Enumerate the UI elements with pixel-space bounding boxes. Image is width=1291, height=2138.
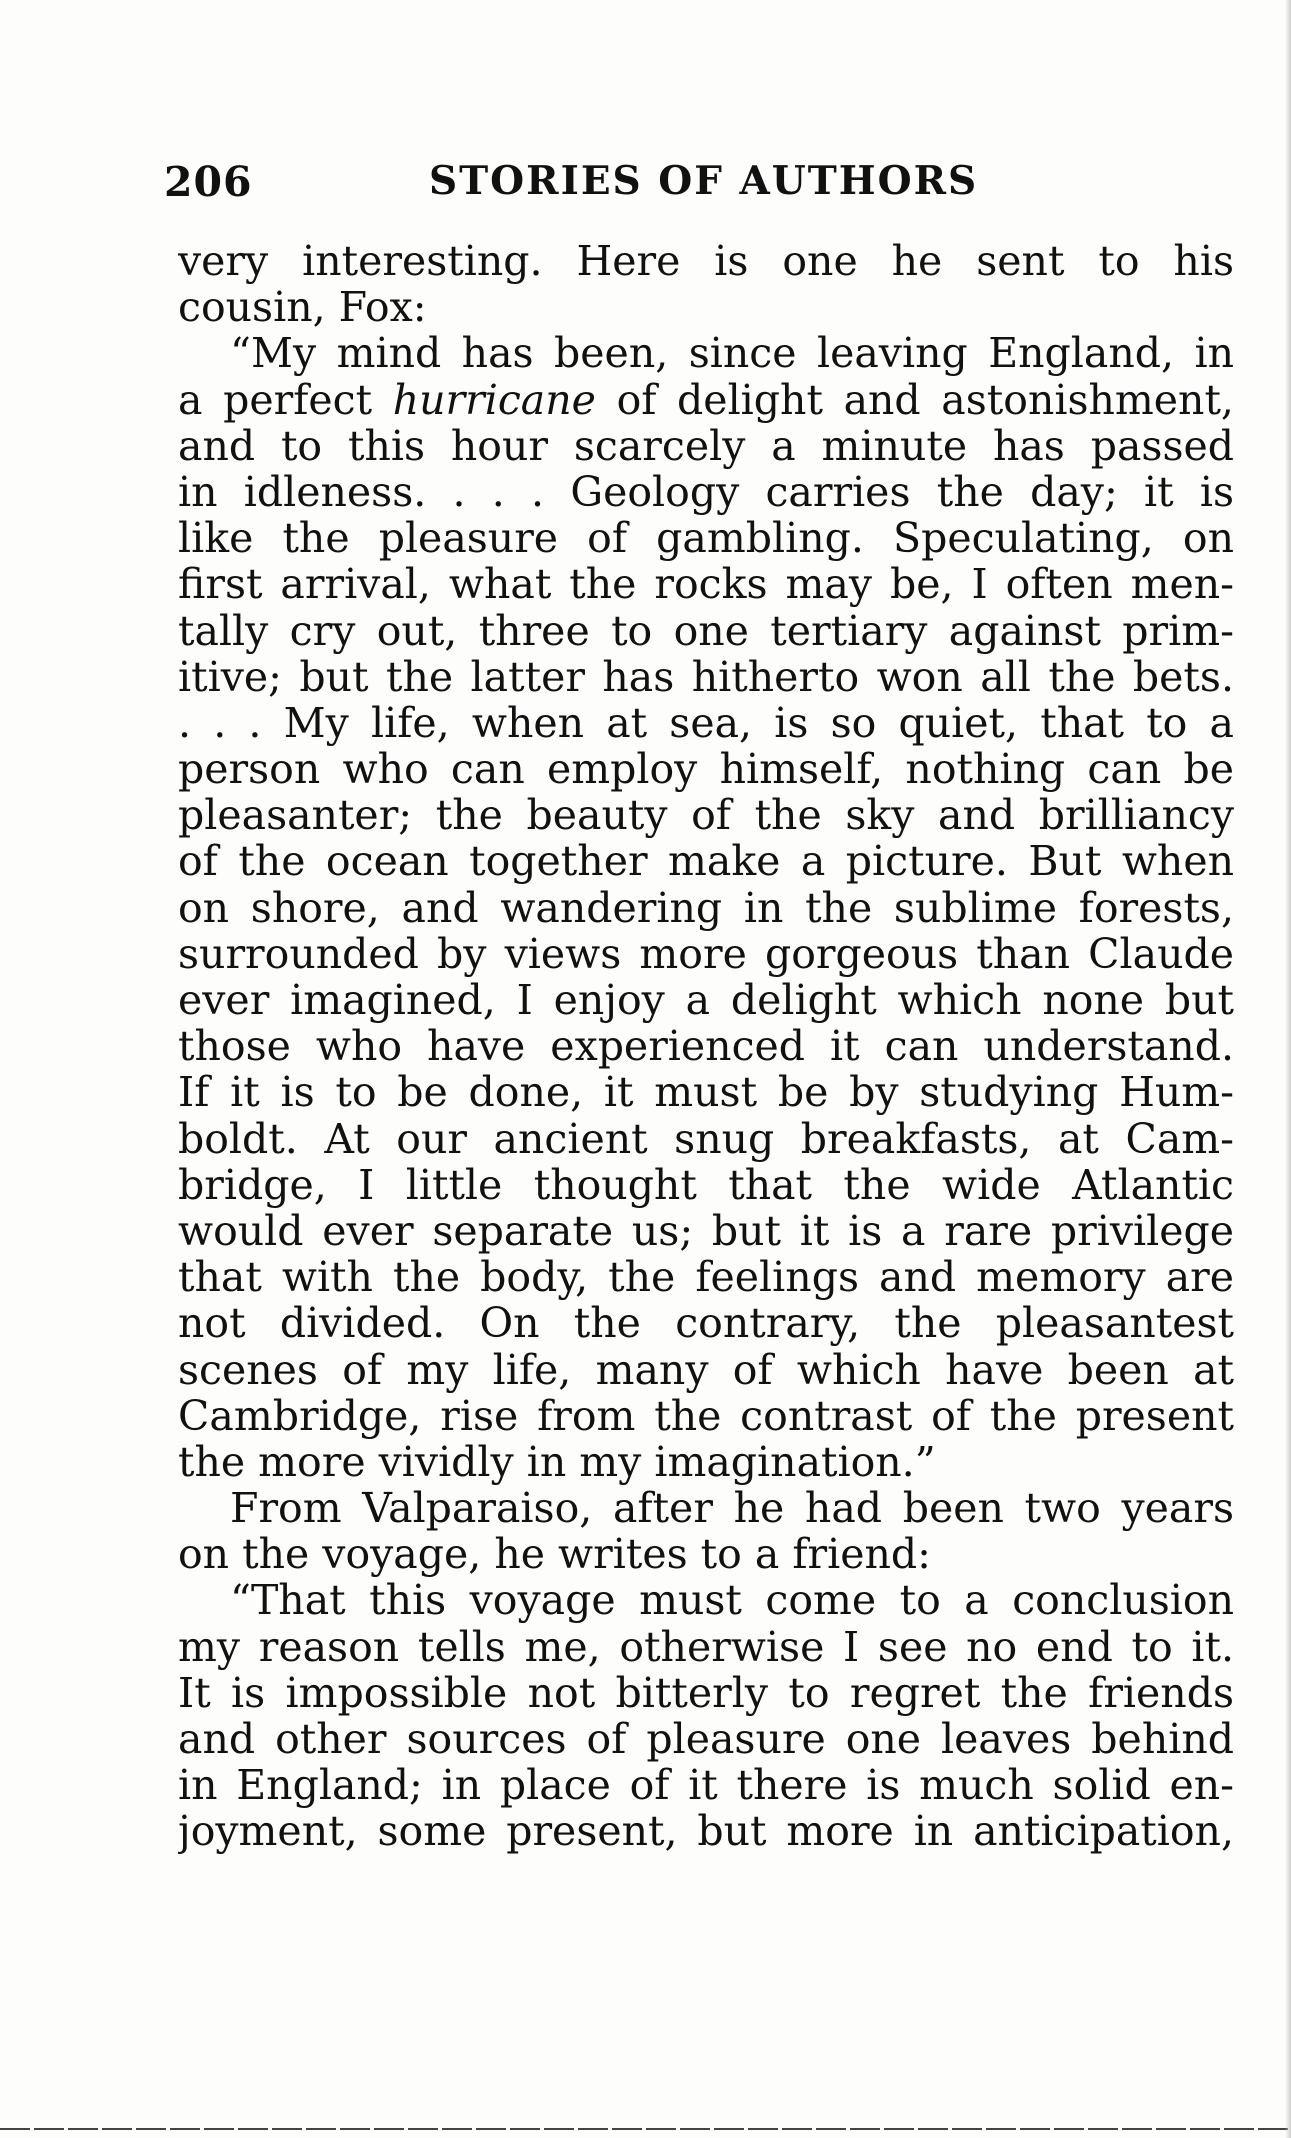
text-span: a perfect	[178, 376, 373, 423]
bottom-edge-rule	[0, 2128, 1291, 2130]
text-line: those who have experienced it can understand.	[178, 1023, 1234, 1070]
text-line: and other sources of pleasure one leaves behind	[178, 1716, 1234, 1763]
text-line: first arrival, what the rocks may be, I often men-	[178, 561, 1234, 608]
text-line: tally cry out, three to one tertiary against prim-	[178, 607, 1234, 654]
text-line: the more vividly in my imagination.”	[178, 1438, 936, 1486]
text-line	[178, 1485, 1234, 1531]
text-line: cousin, Fox:	[178, 284, 427, 331]
text-line: and to this hour scarcely a minute has passed	[178, 422, 1234, 469]
text-line: Cambridge, rise from the contrast of the present	[178, 1392, 1234, 1439]
text-line: . . . My life, when at sea, is so quiet, that to a	[178, 699, 1234, 747]
text-line: If it is to be done, it must be by studying Hum-	[178, 1069, 1234, 1116]
running-head: STORIES OF AUTHORS	[429, 158, 979, 204]
text-line: that with the body, the feelings and memory are	[178, 1254, 1234, 1301]
text-line: joyment, some present, but more in anticipation,	[178, 1808, 1234, 1855]
text-line: scenes of my life, many of which have been at	[178, 1346, 1234, 1393]
text-line: on the voyage, he writes to a friend:	[178, 1531, 931, 1578]
text-line: It is impossible not bitterly to regret the friends	[178, 1669, 1234, 1716]
text-line: very interesting. Here is one he sent to his	[178, 238, 1234, 285]
text-line: like the pleasure of gambling. Speculating, on	[178, 515, 1234, 562]
text-span: of delight and astonishment,	[616, 376, 1234, 423]
text-span: “That this voyage must come to a conclusion	[230, 1577, 1234, 1624]
text-line: ever imagined, I enjoy a delight which none but	[178, 977, 1234, 1024]
text-line: my reason tells me, otherwise I see no end to it.	[178, 1623, 1234, 1670]
text-line: pleasanter; the beauty of the sky and brilliancy	[178, 792, 1234, 839]
body-text	[178, 238, 1234, 1855]
text-line	[178, 330, 1234, 376]
text-line: in idleness. . . . Geology carries the day; it is	[178, 468, 1234, 516]
page-header	[164, 158, 1234, 218]
text-line: person who can employ himself, nothing can be	[178, 746, 1234, 793]
text-span: “My mind has been, since leaving England, in	[230, 330, 1234, 377]
text-line: on shore, and wandering in the sublime forests,	[178, 884, 1234, 931]
text-line: of the ocean together make a picture. But when	[178, 838, 1234, 885]
page-number: 206	[164, 158, 253, 206]
text-line: bridge, I little thought that the wide Atlantic	[178, 1161, 1234, 1208]
page-edge-shadow	[1285, 0, 1291, 2138]
text-line: boldt. At our ancient snug breakfasts, at Cam-	[178, 1115, 1234, 1162]
text-span: From Valparaiso, after he had been two years	[230, 1485, 1234, 1532]
text-line: would ever separate us; but it is a rare privilege	[178, 1207, 1234, 1255]
text-line: itive; but the latter has hitherto won all the bets.	[178, 653, 1234, 700]
text-line	[178, 1577, 1234, 1623]
text-line: surrounded by views more gorgeous than Claude	[178, 930, 1234, 977]
text-line: in England; in place of it there is much solid en-	[178, 1762, 1234, 1809]
text-line	[178, 377, 1234, 423]
text-line: not divided. On the contrary, the pleasantest	[178, 1300, 1234, 1347]
italic-word: hurricane	[392, 376, 596, 423]
